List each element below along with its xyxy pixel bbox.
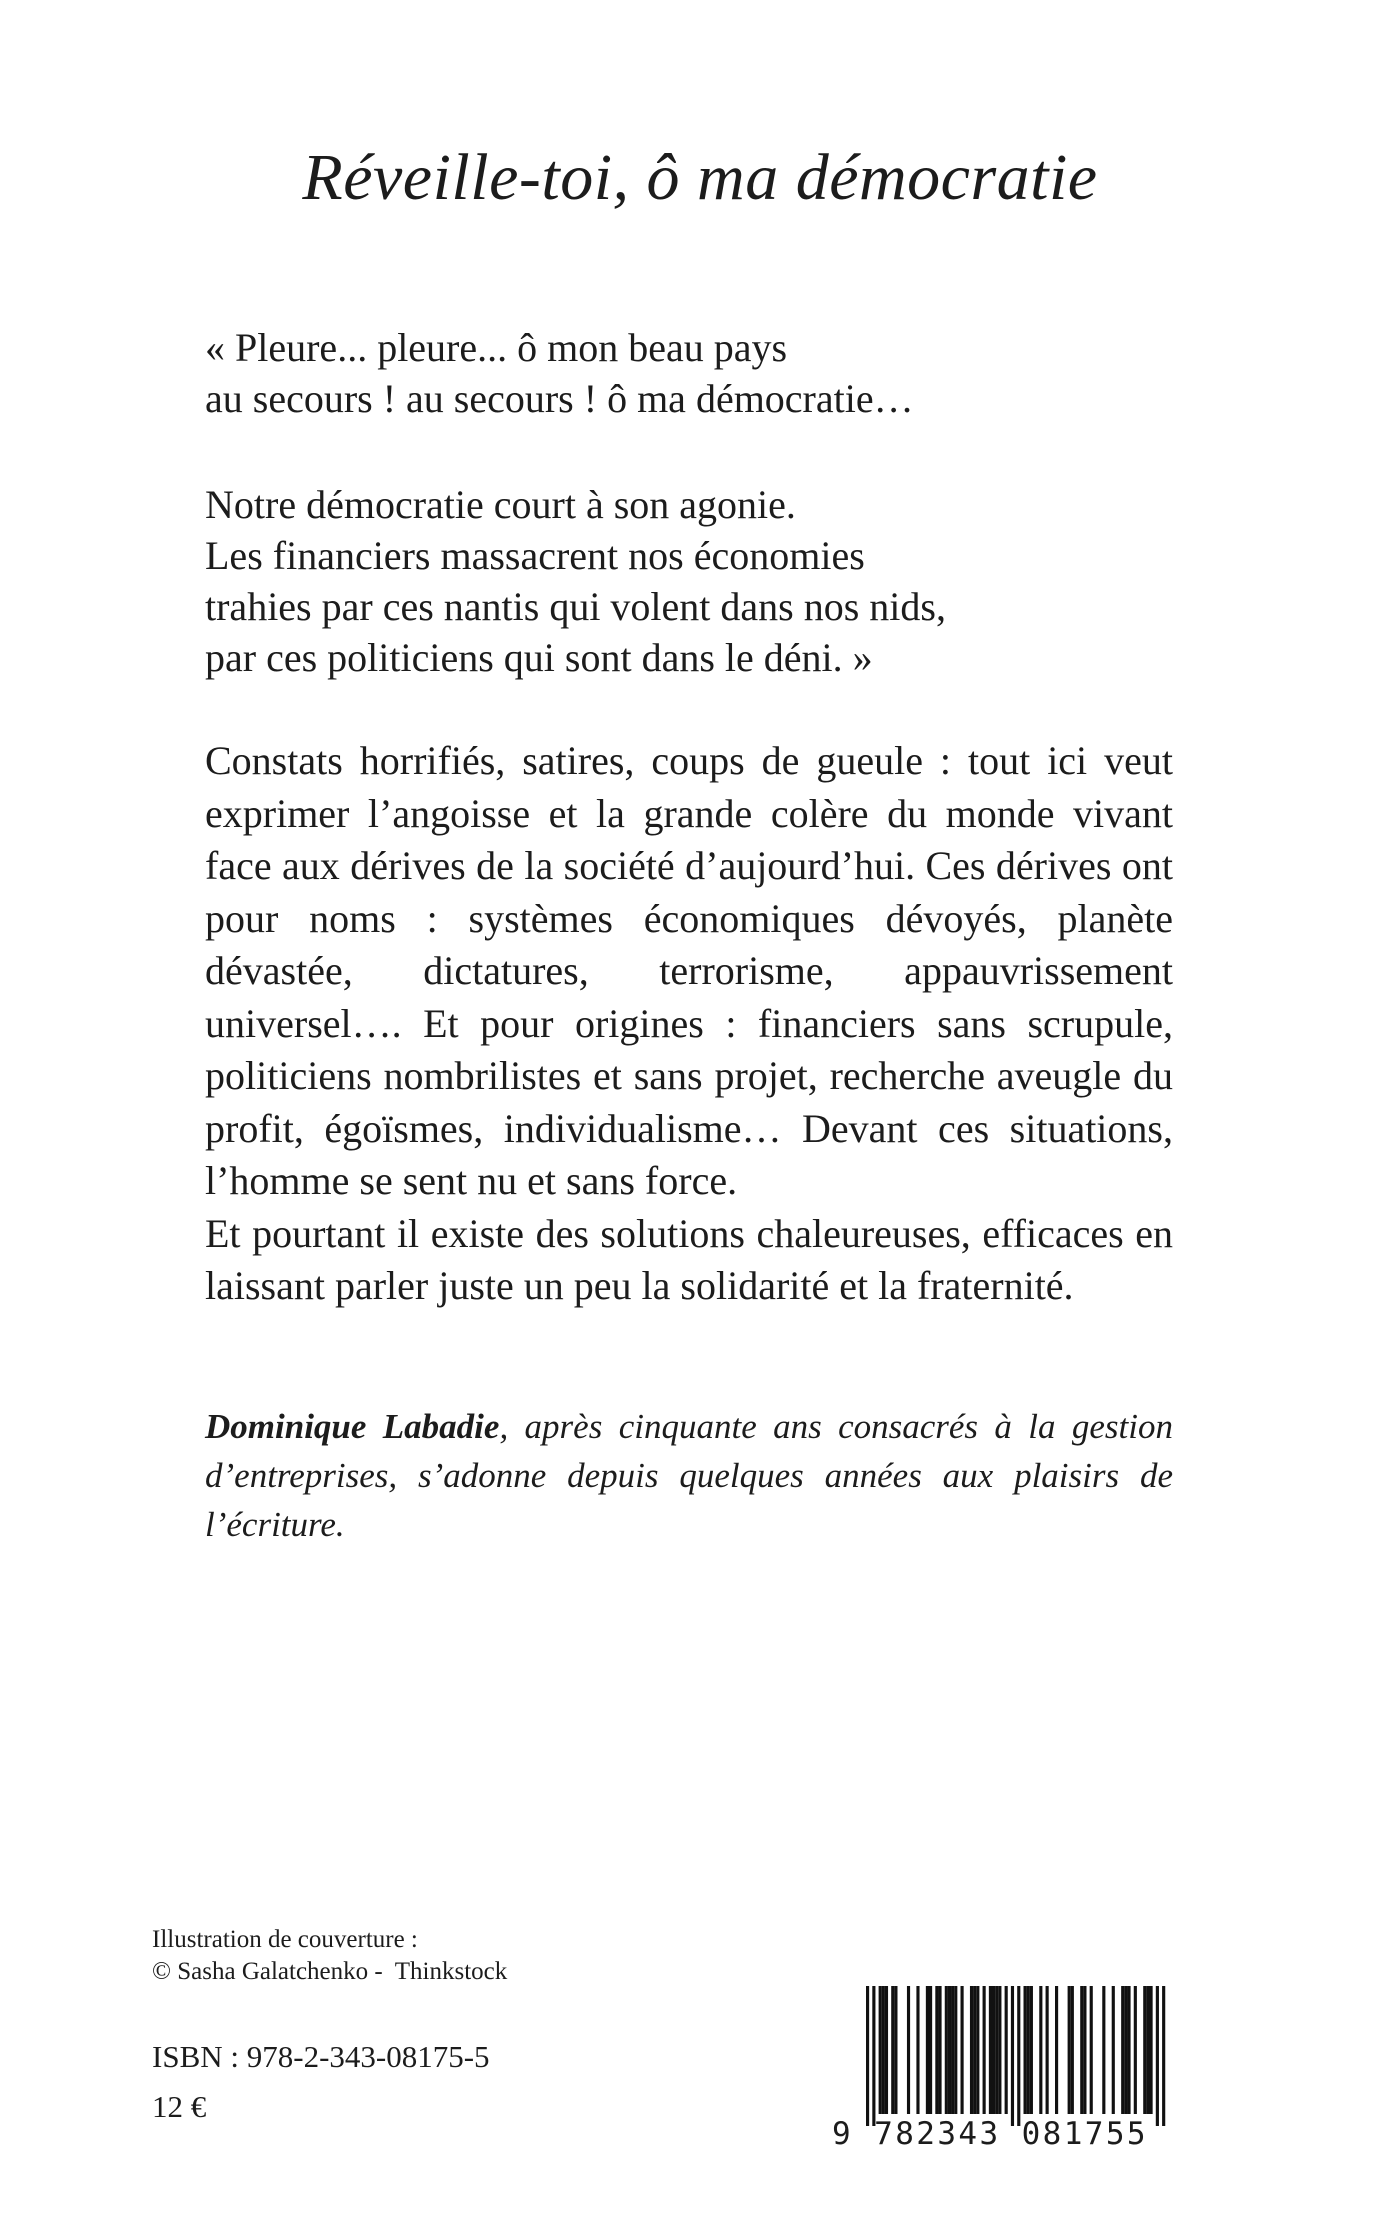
barcode-bar <box>872 1986 875 2126</box>
credits-label: Illustration de couverture : <box>152 1926 418 1953</box>
barcode-bar <box>1011 1986 1014 2126</box>
barcode-bar <box>998 1986 1001 2114</box>
barcode-bar <box>1039 1986 1042 2114</box>
barcode-bar <box>879 1986 882 2114</box>
barcode-bar <box>1150 1986 1153 2114</box>
blurb <box>205 735 1173 1313</box>
barcode-bar <box>973 1986 976 2114</box>
barcode-digits: 9 782343 081755 <box>832 2116 1148 2152</box>
barcode-bar <box>1146 1986 1149 2114</box>
barcode-bar <box>1090 1986 1093 2114</box>
barcode-bar <box>1143 1986 1146 2114</box>
cover-credits <box>152 1924 507 1988</box>
barcode-bar <box>1068 1986 1071 2114</box>
barcode-bar <box>1080 1986 1083 2114</box>
barcode-bar <box>989 1986 992 2114</box>
barcode-bar <box>894 1986 897 2114</box>
blurb-paragraph: Et pourtant il existe des solutions chaleureuses, efficaces en laissant parler juste un peu la solidarité et la fraternité. <box>205 1210 1173 1308</box>
barcode-bar <box>1162 1986 1165 2126</box>
barcode <box>832 1986 1192 2152</box>
isbn: ISBN : 978-2-343-08175-5 <box>152 2039 490 2074</box>
poem-line: Notre démocratie court à son agonie. <box>205 482 796 527</box>
barcode-bar <box>948 1986 951 2114</box>
poem-line: au secours ! au secours ! ô ma démocratie… <box>205 376 914 421</box>
poem-line: Les financiers massacrent nos économies <box>205 533 865 578</box>
barcode-bar <box>1121 1986 1124 2114</box>
barcode-bar <box>954 1986 957 2114</box>
blurb-paragraph: Constats horrifiés, satires, coups de gueule : tout ici veut exprimer l’angoisse et la grande colère du monde vivant face aux dérives de la société d’aujourd’hui. Ces dérives ont pour noms : systèmes économiques dévoyés, planète dévastée, dictatures, terrorisme, appauvrissement universel…. Et pour origines : financiers sans scrupule, politiciens nombrilistes et sans projet, recherche aveugle du profit, égoïsmes, individualisme… Devant ces situations, l’homme se sent nu et sans force. <box>205 738 1173 1203</box>
barcode-bar <box>1030 1986 1033 2114</box>
barcode-bar <box>885 1986 888 2114</box>
barcode-bar <box>970 1986 973 2114</box>
barcode-bar <box>1024 1986 1027 2114</box>
barcode-bar <box>866 1986 869 2126</box>
poem-line: par ces politiciens qui sont dans le déni. » <box>205 635 873 680</box>
barcode-bar <box>1027 1986 1030 2114</box>
poem-line: « Pleure... pleure... ô mon beau pays <box>205 325 788 370</box>
barcode-bar <box>1102 1986 1105 2114</box>
barcode-bar <box>882 1986 885 2114</box>
barcode-bar <box>891 1986 894 2114</box>
barcode-bar <box>1071 1986 1074 2114</box>
book-title: Réveille-toi, ô ma démocratie <box>302 141 1098 214</box>
barcode-bar <box>1083 1986 1086 2114</box>
poem-stanza-2 <box>205 479 1205 683</box>
barcode-bar <box>1055 1986 1058 2114</box>
barcode-bar <box>951 1986 954 2114</box>
barcode-bar <box>945 1986 948 2114</box>
barcode-bar <box>992 1986 995 2114</box>
barcode-bar <box>1017 1986 1020 2126</box>
barcode-bar <box>1046 1986 1049 2114</box>
author-name: Dominique Labadie <box>205 1407 500 1446</box>
barcode-bar <box>1005 1986 1008 2114</box>
barcode-bar <box>935 1986 938 2114</box>
credits-source: © Sasha Galatchenko - Thinkstock <box>152 1958 508 1985</box>
barcode-bar <box>983 1986 986 2114</box>
barcode-bar <box>929 1986 932 2114</box>
barcode-bar <box>995 1986 998 2114</box>
poem-line: trahies par ces nantis qui volent dans nos nids, <box>205 584 946 629</box>
price: 12 € <box>152 2089 207 2124</box>
barcode-bar <box>1112 1986 1115 2114</box>
barcode-bar <box>1156 1986 1159 2126</box>
barcode-bar <box>907 1986 910 2114</box>
poem-stanza-1 <box>205 322 1205 424</box>
barcode-bar <box>916 1986 919 2114</box>
author-bio <box>205 1402 1173 1549</box>
barcode-bar <box>926 1986 929 2114</box>
barcode-bar <box>938 1986 941 2114</box>
barcode-bar <box>961 1986 964 2114</box>
barcode-bar <box>1124 1986 1127 2114</box>
barcode-bar <box>1127 1986 1130 2114</box>
author-bio-text: , après cinquante ans consacrés à la gestion d’entreprises, s’adonne depuis quelques années aux plaisirs de l’écriture. <box>205 1407 1173 1544</box>
barcode-bar <box>1134 1986 1137 2114</box>
barcode-bar <box>976 1986 979 2114</box>
